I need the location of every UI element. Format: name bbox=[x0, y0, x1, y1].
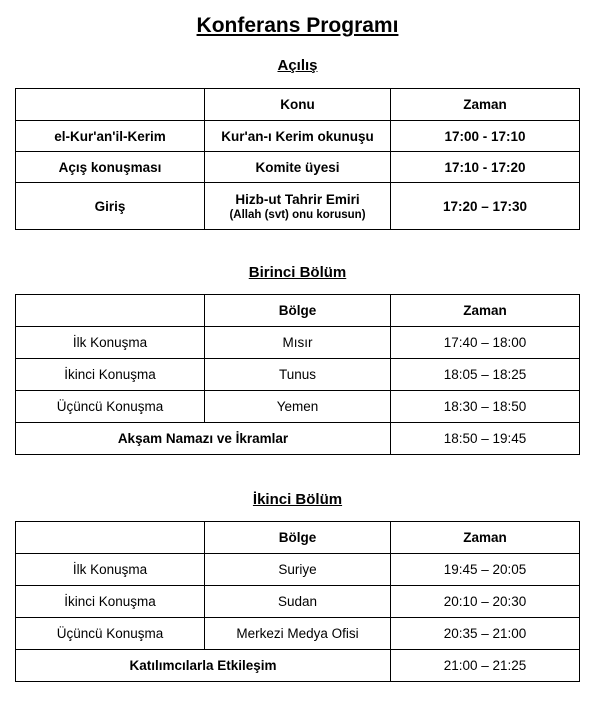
acilis-table bbox=[15, 88, 580, 230]
table-row bbox=[16, 391, 580, 423]
section-title-birinci: Birinci Bölüm bbox=[248, 264, 347, 281]
header-cell-konu: Konu bbox=[205, 89, 391, 121]
row-time: 18:30 – 18:50 bbox=[391, 391, 580, 423]
header-cell-zaman: Zaman bbox=[391, 522, 580, 554]
row-label: Giriş bbox=[16, 183, 205, 230]
table-row bbox=[16, 554, 580, 586]
section-title-ikinci: İkinci Bölüm bbox=[252, 491, 343, 508]
row-topic: Komite üyesi bbox=[205, 152, 391, 183]
table-row bbox=[16, 327, 580, 359]
table-footer-row bbox=[16, 650, 580, 682]
table-footer-row bbox=[16, 423, 580, 455]
row-label: İlk Konuşma bbox=[16, 327, 205, 359]
table-row bbox=[16, 586, 580, 618]
row-region: Sudan bbox=[205, 586, 391, 618]
row-label: İlk Konuşma bbox=[16, 554, 205, 586]
row-label: Üçüncü Konuşma bbox=[16, 618, 205, 650]
ikinci-table bbox=[15, 521, 580, 682]
birinci-table bbox=[15, 294, 580, 455]
row-label: el-Kur'an'il-Kerim bbox=[16, 121, 205, 152]
row-time: 17:40 – 18:00 bbox=[391, 327, 580, 359]
document-title: Konferans Programı bbox=[196, 14, 399, 37]
table-header-row bbox=[16, 89, 580, 121]
row-time: 17:20 – 17:30 bbox=[391, 183, 580, 230]
row-label: Açış konuşması bbox=[16, 152, 205, 183]
header-cell-zaman: Zaman bbox=[391, 89, 580, 121]
header-cell-zaman: Zaman bbox=[391, 295, 580, 327]
row-topic-main: Hizb-ut Tahrir Emiri bbox=[235, 191, 360, 207]
row-label: İkinci Konuşma bbox=[16, 359, 205, 391]
row-time: 19:45 – 20:05 bbox=[391, 554, 580, 586]
row-time: 18:05 – 18:25 bbox=[391, 359, 580, 391]
footer-time: 18:50 – 19:45 bbox=[391, 423, 580, 455]
header-cell-bolge: Bölge bbox=[205, 522, 391, 554]
header-cell-empty bbox=[16, 522, 205, 554]
row-time: 20:35 – 21:00 bbox=[391, 618, 580, 650]
footer-time: 21:00 – 21:25 bbox=[391, 650, 580, 682]
table-row bbox=[16, 359, 580, 391]
table-header-row bbox=[16, 295, 580, 327]
header-cell-bolge: Bölge bbox=[205, 295, 391, 327]
row-topic: Kur'an-ı Kerim okunuşu bbox=[205, 121, 391, 152]
row-region: Tunus bbox=[205, 359, 391, 391]
row-topic bbox=[205, 183, 391, 230]
row-region: Suriye bbox=[205, 554, 391, 586]
row-time: 17:10 - 17:20 bbox=[391, 152, 580, 183]
table-row bbox=[16, 121, 580, 152]
row-label: Üçüncü Konuşma bbox=[16, 391, 205, 423]
table-row bbox=[16, 183, 580, 230]
row-region: Merkezi Medya Ofisi bbox=[205, 618, 391, 650]
table-row bbox=[16, 152, 580, 183]
row-time: 20:10 – 20:30 bbox=[391, 586, 580, 618]
table-row bbox=[16, 618, 580, 650]
row-time: 17:00 - 17:10 bbox=[391, 121, 580, 152]
header-cell-empty bbox=[16, 295, 205, 327]
row-region: Mısır bbox=[205, 327, 391, 359]
header-cell-empty bbox=[16, 89, 205, 121]
section-title-acilis: Açılış bbox=[277, 57, 318, 74]
footer-label: Akşam Namazı ve İkramlar bbox=[16, 423, 391, 455]
table-header-row bbox=[16, 522, 580, 554]
footer-label: Katılımcılarla Etkileşim bbox=[16, 650, 391, 682]
row-region: Yemen bbox=[205, 391, 391, 423]
row-topic-sub: (Allah (svt) onu korusun) bbox=[229, 208, 366, 221]
row-label: İkinci Konuşma bbox=[16, 586, 205, 618]
